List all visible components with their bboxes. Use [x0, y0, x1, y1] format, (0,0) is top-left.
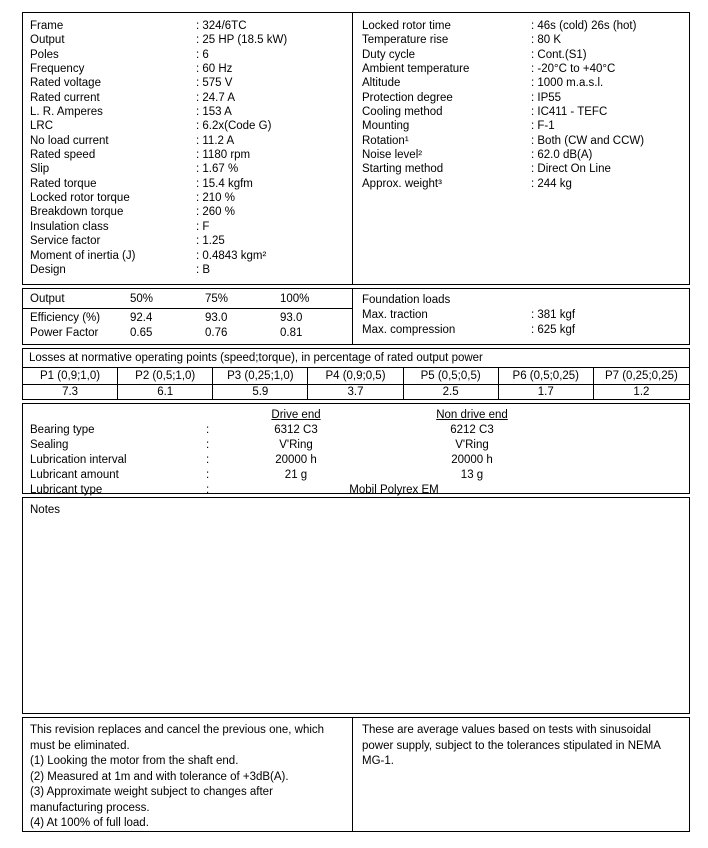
- footnote-line: (3) Approximate weight subject to changes after manufacturing process.: [30, 786, 273, 814]
- row-label: Bearing type: [30, 423, 95, 436]
- spec-value: : 46s (cold) 26s (hot): [531, 20, 637, 32]
- cell-value: Mobil Polyrex EM: [349, 483, 439, 496]
- column-header: P3 (0,25;1,0): [213, 368, 308, 385]
- footer-left-panel: [23, 718, 353, 831]
- specs-left-column: [23, 13, 353, 284]
- separator: :: [206, 453, 210, 466]
- spec-row: [353, 177, 689, 191]
- spec-label: Slip: [30, 163, 50, 176]
- spec-value: : 260 %: [196, 206, 235, 219]
- cell-value: 5.9: [213, 385, 308, 399]
- column-header: P4 (0,9;0,5): [308, 368, 403, 385]
- spec-value: : 11.2 A: [196, 134, 235, 147]
- spec-value: : 24.7 A: [196, 91, 236, 104]
- spec-label: Service factor: [30, 235, 101, 248]
- spec-row: [23, 249, 352, 263]
- spec-label: Rated speed: [30, 149, 96, 162]
- spec-value: : 80 K: [531, 34, 562, 47]
- spec-row: [23, 220, 352, 234]
- column-header: 50%: [130, 293, 154, 305]
- separator: :: [206, 483, 210, 496]
- spec-label: Poles: [30, 48, 59, 61]
- cell-value: 6.1: [118, 385, 213, 399]
- spec-row: [353, 162, 689, 176]
- spec-row: [23, 19, 352, 33]
- spec-row: [23, 62, 352, 76]
- spec-label: Breakdown torque: [30, 206, 124, 219]
- spec-value: : 62.0 dB(A): [531, 149, 593, 162]
- spec-row: [353, 148, 689, 162]
- spec-value: : 210 %: [196, 192, 235, 205]
- spacer: [23, 408, 202, 423]
- spec-row: [353, 19, 689, 33]
- spec-row: [353, 33, 689, 47]
- spec-row: [353, 134, 689, 148]
- spec-row: [353, 308, 689, 323]
- spec-label: Rated voltage: [30, 77, 101, 90]
- cell-value: 0.76: [205, 327, 228, 339]
- spec-label: LRC: [30, 120, 54, 133]
- spec-label: Max. compression: [362, 324, 456, 336]
- spec-label: Cooling method: [362, 106, 443, 119]
- cell-value: 2.5: [404, 385, 499, 399]
- panel-title: Foundation loads: [362, 294, 451, 306]
- spec-label: Frequency: [30, 63, 85, 76]
- output-table-header: [23, 289, 352, 309]
- footnotes: [23, 718, 352, 832]
- spec-label: Output: [30, 34, 65, 47]
- specs-section: [22, 12, 690, 285]
- spec-label: Rotation¹: [362, 134, 409, 147]
- specs-right-column: [353, 13, 689, 284]
- column-header: 75%: [205, 293, 229, 305]
- row-label: Power Factor: [30, 327, 99, 339]
- cell-value: 13 g: [460, 468, 484, 481]
- spec-value: : IC411 - TEFC: [531, 106, 608, 119]
- spec-row: [23, 177, 352, 191]
- spec-label: Starting method: [362, 163, 444, 176]
- table-row: [23, 311, 352, 326]
- spec-label: Locked rotor time: [362, 20, 451, 32]
- table-row: [23, 468, 689, 483]
- spec-label: Duty cycle: [362, 48, 416, 61]
- spec-label: Temperature rise: [362, 34, 449, 47]
- separator: :: [206, 423, 210, 436]
- spec-value: : Cont.(S1): [531, 48, 587, 61]
- cell-value: 1.2: [633, 386, 650, 398]
- spec-value: : 60 Hz: [196, 63, 233, 76]
- spec-row: [23, 134, 352, 148]
- bearings-section: [22, 403, 690, 494]
- spec-label: Altitude: [362, 77, 401, 90]
- spec-value: : 1.67 %: [196, 163, 239, 176]
- row-label: Lubrication interval: [30, 453, 127, 466]
- row-label: Lubricant type: [30, 483, 103, 496]
- spec-label: Ambient temperature: [362, 63, 470, 76]
- row-label: Lubricant amount: [30, 468, 119, 481]
- cell-value: 3.7: [308, 385, 403, 399]
- separator: :: [206, 438, 210, 451]
- spec-value: : F-1: [531, 120, 555, 133]
- spec-row: [353, 48, 689, 62]
- notes-section: [22, 497, 690, 714]
- spec-value: : 1.25: [196, 235, 225, 248]
- spec-row: [23, 105, 352, 119]
- spec-label: Moment of inertia (J): [30, 249, 136, 262]
- footnote-line: (1) Looking the motor from the shaft end.: [30, 755, 239, 767]
- foundation-loads-panel: [353, 289, 689, 344]
- row-label: Sealing: [30, 438, 69, 451]
- losses-value-row: [23, 385, 689, 399]
- spec-row: [23, 119, 352, 133]
- footer-right-panel: [353, 718, 689, 831]
- spec-row: [353, 76, 689, 90]
- row-label: Efficiency (%): [30, 312, 101, 324]
- spec-row: [23, 76, 352, 90]
- bearings-header-row: [23, 408, 689, 423]
- output-table: [23, 289, 353, 344]
- spec-row: [23, 91, 352, 105]
- column-header: Output: [30, 293, 65, 305]
- spec-row: [23, 234, 352, 248]
- spec-label: Locked rotor torque: [30, 192, 130, 205]
- output-section: [22, 288, 690, 345]
- cell-value: 6312 C3: [274, 423, 318, 436]
- spec-value: : -20°C to +40°C: [531, 63, 616, 76]
- tolerance-note: These are average values based on tests with sinusoidal power supply, subject to the tolerances stipulated in NEMA MG-1.: [362, 724, 661, 767]
- spec-row: [353, 91, 689, 105]
- cell-value: 93.0: [280, 312, 303, 324]
- spec-row: [353, 119, 689, 133]
- separator: :: [206, 468, 210, 481]
- spec-row: [353, 323, 689, 338]
- spec-value: : 15.4 kgfm: [196, 177, 253, 190]
- spec-row: [23, 191, 352, 205]
- losses-section: [22, 348, 690, 400]
- spec-label: Design: [30, 263, 66, 276]
- spec-value: : F: [196, 220, 210, 233]
- cell-value: V'Ring: [455, 438, 489, 451]
- spec-value: : 625 kgf: [531, 324, 576, 336]
- losses-header-row: [23, 368, 689, 385]
- cell-value: 21 g: [284, 468, 308, 481]
- spec-value: : 244 kg: [531, 177, 572, 190]
- spec-value: : B: [196, 263, 211, 276]
- cell-value: 20000 h: [451, 453, 493, 466]
- cell-value: 20000 h: [275, 453, 317, 466]
- column-header-non-drive-end: Non drive end: [436, 409, 508, 421]
- table-row: [23, 438, 689, 453]
- spec-value: : 1000 m.a.s.l.: [531, 77, 604, 90]
- spec-label: Rated current: [30, 91, 100, 104]
- spec-value: : 6.2x(Code G): [196, 120, 272, 133]
- spec-value: : 6: [196, 48, 209, 61]
- cell-value: 7.3: [23, 385, 118, 399]
- cell-value: 6212 C3: [450, 423, 494, 436]
- cell-value: 92.4: [130, 312, 153, 324]
- column-header: P2 (0,5;1,0): [118, 368, 213, 385]
- table-row: [23, 326, 352, 341]
- spec-value: : 324/6TC: [196, 20, 247, 32]
- footnote-line: This revision replaces and cancel the previous one, which must be eliminated.: [30, 724, 325, 752]
- column-header: 100%: [280, 293, 310, 305]
- spec-value: : 381 kgf: [531, 309, 576, 321]
- cell-value: 0.65: [130, 327, 153, 339]
- column-header-drive-end: Drive end: [271, 409, 321, 421]
- spec-label: No load current: [30, 134, 109, 147]
- cell-value: 0.81: [280, 327, 303, 339]
- spec-value: : 0.4843 kgm²: [196, 249, 267, 262]
- table-row: [23, 423, 689, 438]
- footer-section: [22, 717, 690, 832]
- cell-value: 93.0: [205, 312, 228, 324]
- column-header: P7 (0,25;0,25): [594, 368, 689, 385]
- spec-value: : Direct On Line: [531, 163, 611, 176]
- spec-row: [23, 162, 352, 176]
- spec-label: Approx. weight³: [362, 177, 442, 190]
- cell-value: V'Ring: [279, 438, 313, 451]
- spec-row: [23, 205, 352, 219]
- spec-row: [23, 33, 352, 47]
- spec-row: [23, 263, 352, 277]
- spec-row: [23, 148, 352, 162]
- spec-label: L. R. Amperes: [30, 106, 103, 119]
- spec-value: : IP55: [531, 91, 562, 104]
- losses-title: Losses at normative operating points (speed;torque), in percentage of rated output power: [23, 349, 689, 368]
- spec-label: Max. traction: [362, 309, 428, 321]
- footnote-line: (4) At 100% of full load.: [30, 817, 149, 829]
- spec-value: : 25 HP (18.5 kW): [196, 34, 288, 47]
- spec-row: [353, 62, 689, 76]
- spec-label: Insulation class: [30, 220, 109, 233]
- spec-label: Frame: [30, 20, 64, 32]
- spec-label: Protection degree: [362, 91, 453, 104]
- output-table-body: [23, 309, 352, 341]
- column-header: P5 (0,5;0,5): [404, 368, 499, 385]
- footnote-line: (2) Measured at 1m and with tolerance of +3dB(A).: [30, 770, 289, 783]
- notes-title: Notes: [30, 504, 61, 516]
- spacer: [202, 408, 218, 423]
- spec-label: Noise level²: [362, 149, 423, 162]
- spec-value: : 153 A: [196, 106, 232, 119]
- spec-value: : Both (CW and CCW): [531, 134, 645, 147]
- spec-row: [23, 48, 352, 62]
- column-header: P1 (0,9;1,0): [23, 368, 118, 385]
- cell-value: 1.7: [499, 385, 594, 399]
- spec-label: Rated torque: [30, 177, 97, 190]
- column-header: P6 (0,5;0,25): [499, 368, 594, 385]
- table-row-lubricant-type: [23, 483, 689, 498]
- table-row: [23, 453, 689, 468]
- spec-label: Mounting: [362, 120, 410, 133]
- spec-value: : 1180 rpm: [196, 149, 251, 162]
- spec-value: : 575 V: [196, 77, 233, 90]
- spec-row: [353, 105, 689, 119]
